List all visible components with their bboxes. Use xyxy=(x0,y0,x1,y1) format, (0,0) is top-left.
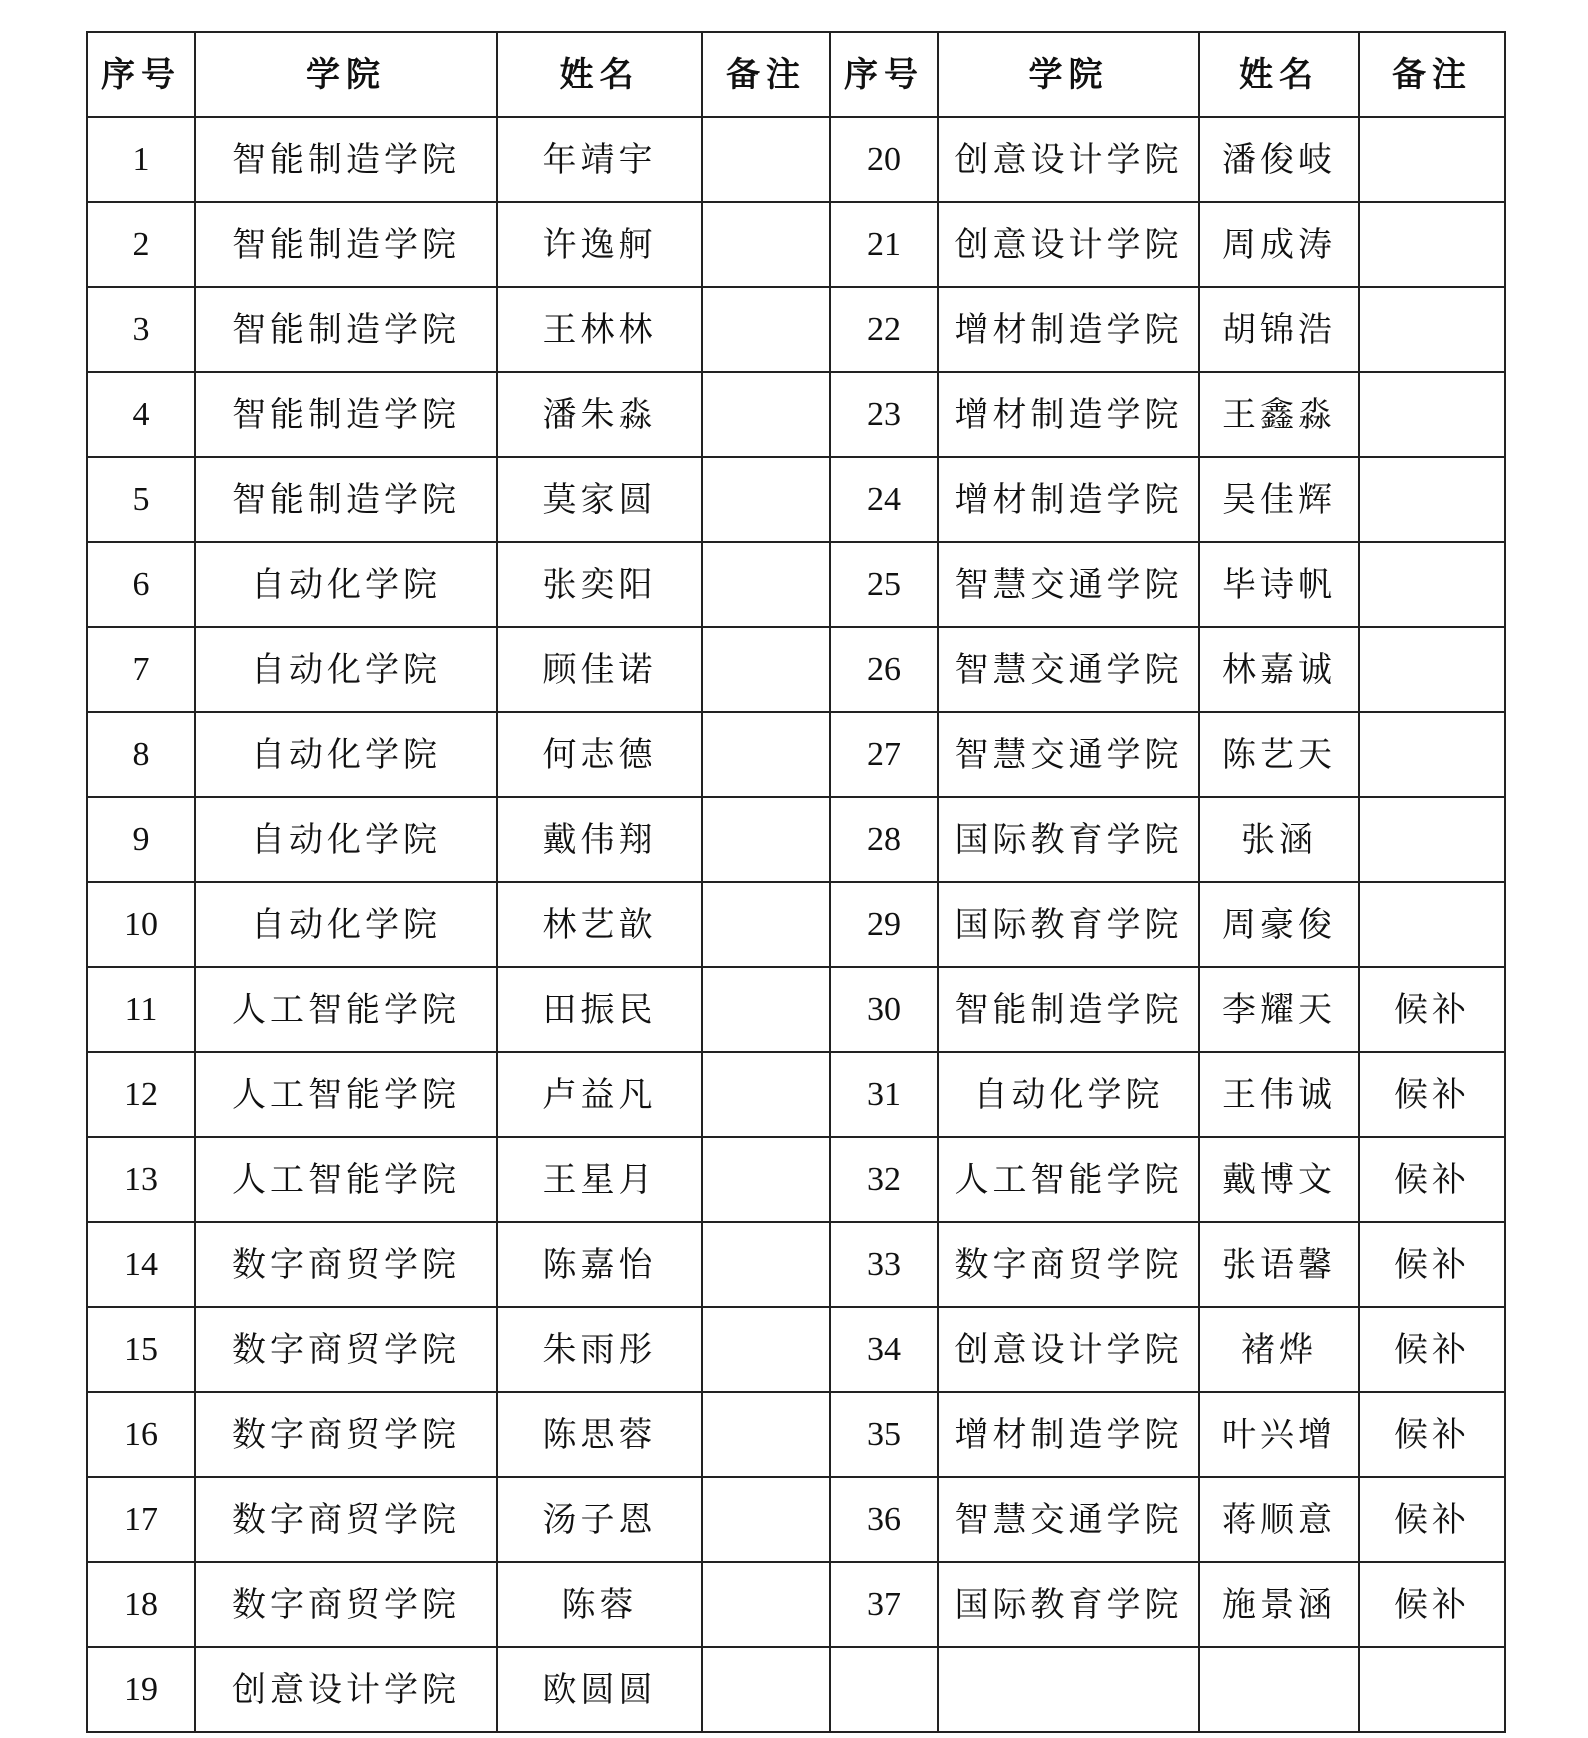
right-college-cell: 国际教育学院 xyxy=(938,882,1199,967)
right-college-cell: 数字商贸学院 xyxy=(938,1222,1199,1307)
left-note-cell xyxy=(702,457,830,542)
right-note-cell: 候补 xyxy=(1359,1392,1505,1477)
left-college-cell: 创意设计学院 xyxy=(195,1647,497,1732)
left-name-cell: 陈蓉 xyxy=(497,1562,702,1647)
right-seq-cell: 21 xyxy=(830,202,938,287)
left-note-cell xyxy=(702,1647,830,1732)
right-seq-cell: 30 xyxy=(830,967,938,1052)
left-seq-cell: 17 xyxy=(87,1477,195,1562)
right-name-cell: 李耀天 xyxy=(1199,967,1359,1052)
right-seq-cell: 25 xyxy=(830,542,938,627)
left-note-cell xyxy=(702,542,830,627)
right-seq-cell xyxy=(830,1647,938,1732)
right-note-cell: 候补 xyxy=(1359,1137,1505,1222)
right-name-cell: 张语馨 xyxy=(1199,1222,1359,1307)
left-seq-cell: 6 xyxy=(87,542,195,627)
table-row xyxy=(87,712,1505,797)
right-name-cell: 陈艺天 xyxy=(1199,712,1359,797)
left-college-cell: 智能制造学院 xyxy=(195,202,497,287)
left-seq-cell: 9 xyxy=(87,797,195,882)
left-college-cell: 智能制造学院 xyxy=(195,117,497,202)
right-seq-cell: 31 xyxy=(830,1052,938,1137)
left-college-cell: 数字商贸学院 xyxy=(195,1477,497,1562)
right-note-cell xyxy=(1359,287,1505,372)
left-seq-cell: 4 xyxy=(87,372,195,457)
table-row xyxy=(87,967,1505,1052)
right-college-cell: 智能制造学院 xyxy=(938,967,1199,1052)
left-seq-cell: 8 xyxy=(87,712,195,797)
right-note-cell xyxy=(1359,1647,1505,1732)
right-college-cell: 增材制造学院 xyxy=(938,372,1199,457)
right-name-cell: 王鑫淼 xyxy=(1199,372,1359,457)
right-college-cell: 人工智能学院 xyxy=(938,1137,1199,1222)
right-seq-cell: 33 xyxy=(830,1222,938,1307)
right-seq-cell: 22 xyxy=(830,287,938,372)
right-note-cell xyxy=(1359,117,1505,202)
left-note-cell xyxy=(702,372,830,457)
left-name-cell: 年靖宇 xyxy=(497,117,702,202)
right-name-cell: 周豪俊 xyxy=(1199,882,1359,967)
header-name-right: 姓名 xyxy=(1199,32,1359,117)
right-name-cell: 张涵 xyxy=(1199,797,1359,882)
right-seq-cell: 26 xyxy=(830,627,938,712)
left-name-cell: 陈嘉怡 xyxy=(497,1222,702,1307)
header-seq-right: 序号 xyxy=(830,32,938,117)
header-seq-left: 序号 xyxy=(87,32,195,117)
right-note-cell xyxy=(1359,712,1505,797)
left-note-cell xyxy=(702,967,830,1052)
right-college-cell: 创意设计学院 xyxy=(938,117,1199,202)
right-college-cell: 增材制造学院 xyxy=(938,457,1199,542)
roster-table xyxy=(86,31,1506,1733)
right-college-cell: 智慧交通学院 xyxy=(938,542,1199,627)
left-college-cell: 人工智能学院 xyxy=(195,967,497,1052)
table-row xyxy=(87,202,1505,287)
right-seq-cell: 37 xyxy=(830,1562,938,1647)
left-college-cell: 自动化学院 xyxy=(195,882,497,967)
left-seq-cell: 5 xyxy=(87,457,195,542)
right-note-cell: 候补 xyxy=(1359,1477,1505,1562)
left-note-cell xyxy=(702,1307,830,1392)
table-row xyxy=(87,1307,1505,1392)
right-note-cell xyxy=(1359,202,1505,287)
left-name-cell: 戴伟翔 xyxy=(497,797,702,882)
left-note-cell xyxy=(702,1392,830,1477)
left-college-cell: 数字商贸学院 xyxy=(195,1392,497,1477)
right-note-cell xyxy=(1359,372,1505,457)
table-row xyxy=(87,1647,1505,1732)
table-row xyxy=(87,372,1505,457)
roster-body xyxy=(87,117,1505,1732)
left-seq-cell: 7 xyxy=(87,627,195,712)
right-college-cell xyxy=(938,1647,1199,1732)
right-name-cell: 褚烨 xyxy=(1199,1307,1359,1392)
left-seq-cell: 2 xyxy=(87,202,195,287)
left-seq-cell: 1 xyxy=(87,117,195,202)
table-row xyxy=(87,287,1505,372)
right-seq-cell: 34 xyxy=(830,1307,938,1392)
left-college-cell: 智能制造学院 xyxy=(195,457,497,542)
left-name-cell: 王星月 xyxy=(497,1137,702,1222)
right-name-cell: 王伟诚 xyxy=(1199,1052,1359,1137)
right-college-cell: 增材制造学院 xyxy=(938,1392,1199,1477)
left-college-cell: 自动化学院 xyxy=(195,797,497,882)
left-name-cell: 陈思蓉 xyxy=(497,1392,702,1477)
left-college-cell: 自动化学院 xyxy=(195,542,497,627)
left-note-cell xyxy=(702,882,830,967)
header-name-left: 姓名 xyxy=(497,32,702,117)
right-note-cell: 候补 xyxy=(1359,1052,1505,1137)
table-row xyxy=(87,117,1505,202)
right-note-cell: 候补 xyxy=(1359,1222,1505,1307)
table-row xyxy=(87,1392,1505,1477)
right-seq-cell: 24 xyxy=(830,457,938,542)
left-note-cell xyxy=(702,287,830,372)
left-college-cell: 人工智能学院 xyxy=(195,1052,497,1137)
right-college-cell: 国际教育学院 xyxy=(938,797,1199,882)
left-name-cell: 田振民 xyxy=(497,967,702,1052)
right-note-cell xyxy=(1359,882,1505,967)
right-seq-cell: 32 xyxy=(830,1137,938,1222)
right-name-cell: 林嘉诚 xyxy=(1199,627,1359,712)
left-name-cell: 卢益凡 xyxy=(497,1052,702,1137)
header-college-left: 学院 xyxy=(195,32,497,117)
table-row xyxy=(87,457,1505,542)
left-name-cell: 王林林 xyxy=(497,287,702,372)
table-row xyxy=(87,1137,1505,1222)
right-seq-cell: 29 xyxy=(830,882,938,967)
right-college-cell: 智慧交通学院 xyxy=(938,627,1199,712)
left-seq-cell: 3 xyxy=(87,287,195,372)
right-name-cell: 施景涵 xyxy=(1199,1562,1359,1647)
table-row xyxy=(87,627,1505,712)
right-note-cell xyxy=(1359,457,1505,542)
left-name-cell: 林艺歆 xyxy=(497,882,702,967)
left-note-cell xyxy=(702,1222,830,1307)
left-name-cell: 何志德 xyxy=(497,712,702,797)
right-college-cell: 增材制造学院 xyxy=(938,287,1199,372)
left-seq-cell: 14 xyxy=(87,1222,195,1307)
left-name-cell: 汤子恩 xyxy=(497,1477,702,1562)
right-college-cell: 创意设计学院 xyxy=(938,202,1199,287)
right-name-cell: 胡锦浩 xyxy=(1199,287,1359,372)
left-seq-cell: 15 xyxy=(87,1307,195,1392)
left-note-cell xyxy=(702,117,830,202)
right-seq-cell: 35 xyxy=(830,1392,938,1477)
right-name-cell: 潘俊岐 xyxy=(1199,117,1359,202)
left-name-cell: 欧圆圆 xyxy=(497,1647,702,1732)
left-seq-cell: 16 xyxy=(87,1392,195,1477)
right-seq-cell: 28 xyxy=(830,797,938,882)
left-college-cell: 智能制造学院 xyxy=(195,287,497,372)
right-name-cell: 戴博文 xyxy=(1199,1137,1359,1222)
left-note-cell xyxy=(702,797,830,882)
left-seq-cell: 10 xyxy=(87,882,195,967)
right-note-cell xyxy=(1359,542,1505,627)
left-seq-cell: 12 xyxy=(87,1052,195,1137)
left-note-cell xyxy=(702,1477,830,1562)
left-college-cell: 数字商贸学院 xyxy=(195,1307,497,1392)
left-note-cell xyxy=(702,712,830,797)
table-row xyxy=(87,1222,1505,1307)
left-note-cell xyxy=(702,1562,830,1647)
left-name-cell: 许逸舸 xyxy=(497,202,702,287)
right-note-cell xyxy=(1359,797,1505,882)
left-name-cell: 朱雨彤 xyxy=(497,1307,702,1392)
left-college-cell: 自动化学院 xyxy=(195,627,497,712)
right-seq-cell: 36 xyxy=(830,1477,938,1562)
left-college-cell: 自动化学院 xyxy=(195,712,497,797)
header-row xyxy=(87,32,1505,117)
right-note-cell: 候补 xyxy=(1359,1307,1505,1392)
right-college-cell: 创意设计学院 xyxy=(938,1307,1199,1392)
right-college-cell: 国际教育学院 xyxy=(938,1562,1199,1647)
right-name-cell: 吴佳辉 xyxy=(1199,457,1359,542)
right-note-cell: 候补 xyxy=(1359,1562,1505,1647)
left-note-cell xyxy=(702,202,830,287)
right-name-cell: 周成涛 xyxy=(1199,202,1359,287)
right-name-cell: 叶兴增 xyxy=(1199,1392,1359,1477)
right-college-cell: 智慧交通学院 xyxy=(938,1477,1199,1562)
table-row xyxy=(87,797,1505,882)
header-note-right: 备注 xyxy=(1359,32,1505,117)
left-note-cell xyxy=(702,1052,830,1137)
table-row xyxy=(87,1562,1505,1647)
right-note-cell: 候补 xyxy=(1359,967,1505,1052)
right-name-cell xyxy=(1199,1647,1359,1732)
left-seq-cell: 19 xyxy=(87,1647,195,1732)
table-row xyxy=(87,882,1505,967)
right-name-cell: 毕诗帆 xyxy=(1199,542,1359,627)
right-seq-cell: 20 xyxy=(830,117,938,202)
left-college-cell: 智能制造学院 xyxy=(195,372,497,457)
left-note-cell xyxy=(702,627,830,712)
left-seq-cell: 13 xyxy=(87,1137,195,1222)
left-college-cell: 数字商贸学院 xyxy=(195,1222,497,1307)
right-name-cell: 蒋顺意 xyxy=(1199,1477,1359,1562)
left-seq-cell: 18 xyxy=(87,1562,195,1647)
right-college-cell: 自动化学院 xyxy=(938,1052,1199,1137)
header-note-left: 备注 xyxy=(702,32,830,117)
left-college-cell: 数字商贸学院 xyxy=(195,1562,497,1647)
right-note-cell xyxy=(1359,627,1505,712)
right-seq-cell: 23 xyxy=(830,372,938,457)
left-name-cell: 潘朱淼 xyxy=(497,372,702,457)
table-row xyxy=(87,542,1505,627)
left-college-cell: 人工智能学院 xyxy=(195,1137,497,1222)
right-seq-cell: 27 xyxy=(830,712,938,797)
left-note-cell xyxy=(702,1137,830,1222)
table-row xyxy=(87,1477,1505,1562)
left-name-cell: 张奕阳 xyxy=(497,542,702,627)
left-name-cell: 莫家圆 xyxy=(497,457,702,542)
left-seq-cell: 11 xyxy=(87,967,195,1052)
right-college-cell: 智慧交通学院 xyxy=(938,712,1199,797)
left-name-cell: 顾佳诺 xyxy=(497,627,702,712)
table-row xyxy=(87,1052,1505,1137)
header-college-right: 学院 xyxy=(938,32,1199,117)
